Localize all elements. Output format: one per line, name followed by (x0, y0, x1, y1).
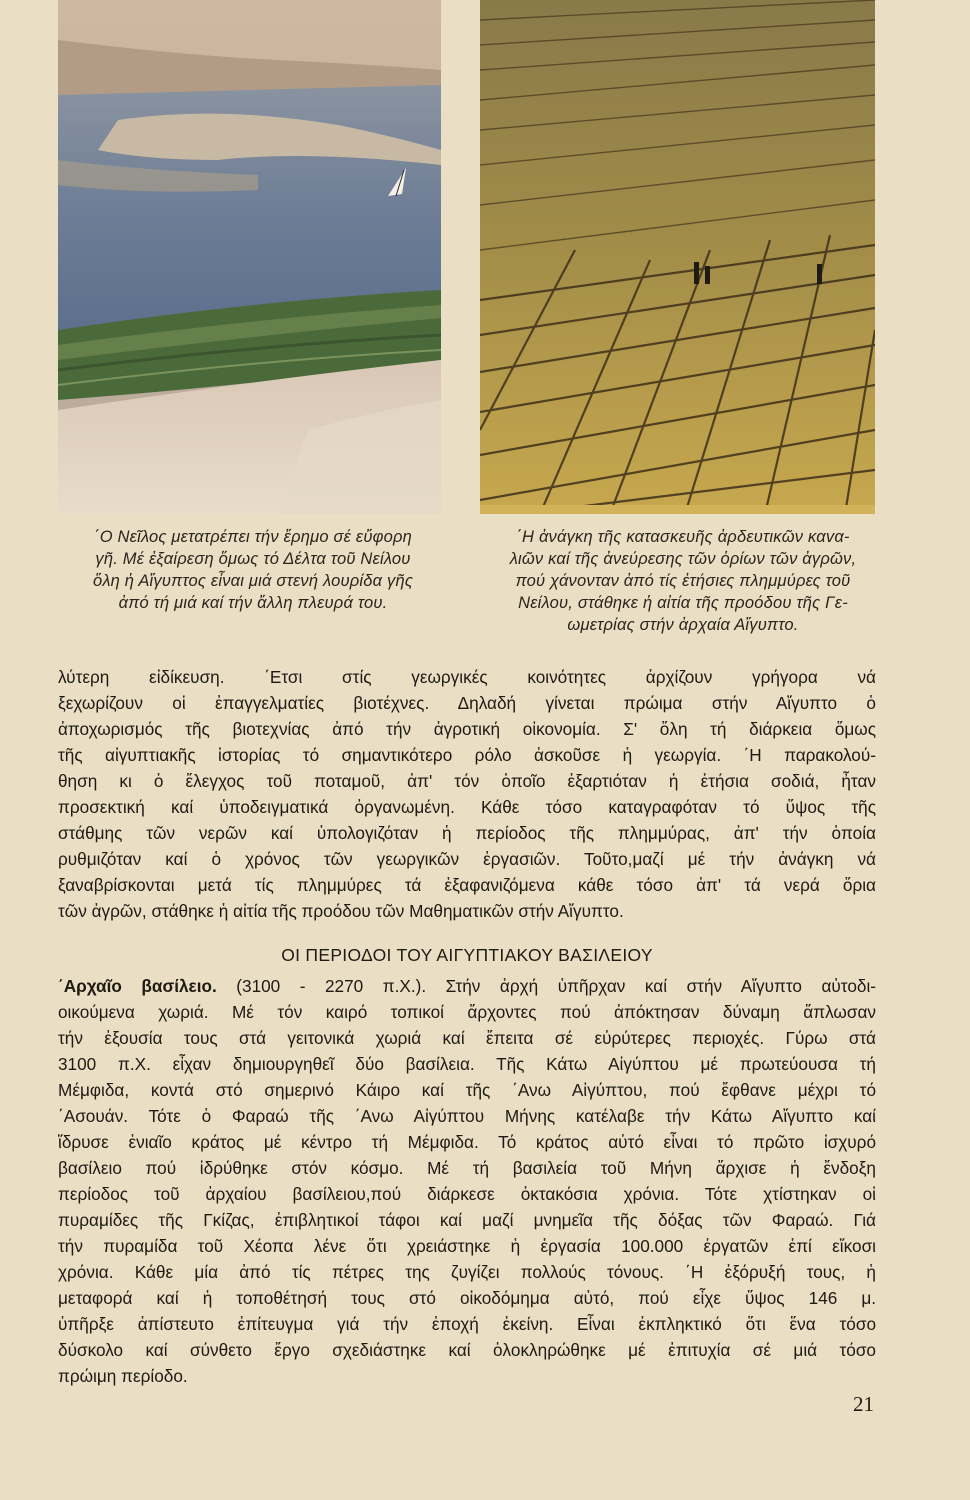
text-line: ἀποχωρισμός τῆς βιοτεχνίας ἀπό τήν ἀγροτική οἰκονομία. Σ' ὅλη τή διάρκεια ὅμως (58, 719, 876, 739)
text-line: πυραμίδες τῆς Γκίζας, ἐπιβλητικοί τάφοι καί μαζί μνημεῖα τῆς δόξας τῶν Φαραώ. Γιά (58, 1210, 876, 1230)
text-line: ξεχωρίζουν οἱ ἐπαγγελματίες βιοτέχνες. Δηλαδή γίνεται πρώιμα στήν Αἴγυπτο ὁ (58, 693, 876, 713)
text-line: ξαναβρίσκονται μετά τίς πλημμύρες τά ἐξαφανιζόμενα κάθε τόσο ἀπ' τά νερά ὅρια (58, 875, 876, 895)
text-line: τῶν ἀγρῶν, στάθηκε ἡ αἰτία τῆς προόδου τῶν Μαθηματικῶν στήν Αἴγυπτο. (58, 901, 624, 921)
left-photo-caption (58, 526, 448, 614)
caption-line: ωμετρίας στήν ἀρχαία Αἴγυπτο. (567, 616, 799, 634)
caption-line: ΄Ο Νεῖλος μετατρέπει τήν ἔρημο σέ εὔφορη (94, 528, 412, 546)
text-line: δύσκολο καί σύνθετο ἔργο σχεδιάστηκε καί ὁλοκληρώθηκε μέ ἐπιτυχία σέ μιά τόσο (58, 1340, 876, 1360)
text-line: ΄Ασουάν. Τότε ὁ Φαραώ τῆς ΄Ανω Αἰγύπτου Μήνης κατέλαβε τήν Κάτω Αἴγυπτο καί (58, 1106, 876, 1126)
text-span: (3100 - 2270 π.Χ.). Στήν ἀρχή ὑπῆρχαν καί στήν Αἴγυπτο αὐτοδι- (216, 976, 876, 996)
text-line: λύτερη εἰδίκευση. ΄Ετσι στίς γεωργικές κοινότητες ἀρχίζουν γρήγορα νά (58, 667, 876, 687)
text-line: βασίλειο πού ἱδρύθηκε στόν κόσμο. Μέ τή βασιλεία τοῦ Μήνη ἄρχισε ἡ ἔνδοξη (58, 1158, 876, 1178)
text-line: πρώιμη περίοδο. (58, 1366, 188, 1386)
text-line: ὑπῆρξε ἀπίστευτο ἐπίτευγμα γιά τήν ἐποχή ἐκείνη. Εἶναι ἐκπληκτικό ὅτι ἕνα τόσο (58, 1314, 876, 1334)
text-line: τῆς αἰγυπτιακῆς ἱστορίας τό σημαντικότερο ρόλο ἀσκοῦσε ἡ γεωργία. ΄Η παρακολού- (58, 745, 876, 765)
body-paragraph-1 (58, 664, 876, 924)
caption-line: πού χάνονταν ἀπό τίς ἐτήσιες πλημμύρες τοῦ (515, 572, 851, 590)
text-line: θηση κι ὁ ἔλεγχος τοῦ ποταμοῦ, ἀπ' τόν ὁποῖο ἐξαρτιόταν ἡ ἐτήσια σοδιά, ἦταν (58, 771, 876, 791)
irrigation-fields-icon (480, 0, 875, 514)
nile-photo (58, 0, 441, 514)
section-lead: ΄Αρχαῖο βασίλειο. (58, 976, 217, 996)
section-heading: ΟΙ ΠΕΡΙΟΔΟΙ ΤΟΥ ΑΙΓΥΠΤΙΑΚΟΥ ΒΑΣΙΛΕΙΟΥ (281, 945, 653, 965)
text-line: περίοδος τοῦ ἀρχαίου βασίλειου,πού διάρκεσε ὀκτακόσια χρόνια. Τότε χτίστηκαν οἱ (58, 1184, 876, 1204)
text-line: χρόνια. Κάθε μία ἀπό τίς πέτρες της ζυγίζει πολλούς τόνους. ΄Η ἐξόρυξή τους, ἡ (58, 1262, 876, 1282)
caption-line: Νείλου, στάθηκε ἡ αἰτία τῆς προόδου τῆς Γε- (518, 594, 848, 612)
text-line: Μέμφιδα, κοντά στό σημερινό Κάιρο καί τῆς ΄Ανω Αἰγύπτου, πού ἔφθανε μέχρι τό (58, 1080, 876, 1100)
text-line: στάθμης τῶν νερῶν καί ὑπολογιζόταν ἡ περίοδος τῆς πλημμύρας, ἀπ' τήν ὁποία (58, 823, 876, 843)
text-line: οικούμενα χωριά. Μέ τόν καιρό τοπικοί ἄρχοντες πού ἀπόκτησαν δύναμη ἅπλωσαν (58, 1002, 876, 1022)
text-line: ρυθμιζόταν καί ὁ χρόνος τῶν γεωργικῶν ἐργασιῶν. Τοῦτο,μαζί μέ τήν ἀνάγκη νά (58, 849, 876, 869)
nile-desert-river-icon (58, 0, 441, 514)
text-line: ἵδρυσε ἑνιαῖο κράτος μέ κέντρο τή Μέμφιδα. Τό κράτος αὐτό εἶναι τό πρῶτο ἰσχυρό (58, 1132, 876, 1152)
page-number: 21 (853, 1392, 874, 1416)
text-line: 3100 π.Χ. εἶχαν δημιουργηθεῖ δύο βασίλεια. Τῆς Κάτω Αἰγύπτου μέ πρωτεύουσα τή (58, 1054, 876, 1074)
caption-line: λιῶν καί τῆς ἀνεύρεσης τῶν ὁρίων τῶν ἀγρῶν, (509, 550, 857, 568)
text-line: τήν πυραμίδα τοῦ Χέοπα λένε ὅτι χρειάστηκε ἡ ἐργασία 100.000 ἐργατῶν ἐπί εἴκοσι (58, 1236, 876, 1256)
right-photo-caption (478, 526, 888, 636)
text-line: μεταφορά καί ἡ τοποθέτησή τους στό οἰκοδόμημα αὐτό, πού εἶχε ὕψος 146 μ. (58, 1288, 876, 1308)
fields-photo (480, 0, 875, 514)
caption-line: γῆ. Μέ ἐξαίρεση ὅμως τό Δέλτα τοῦ Νείλου (95, 550, 411, 568)
body-paragraph-2 (58, 973, 876, 1389)
caption-line: ΄Η ἀνάγκη τῆς κατασκευῆς ἀρδευτικῶν καvα- (516, 528, 850, 546)
text-line: τήν ἐξουσία τους στά γειτονικά χωριά καί ἔπειτα σέ εὐρύτερες περιοχές. Γύρω στά (58, 1028, 876, 1048)
text-line (58, 973, 876, 999)
caption-line: ὅλη ἡ Αἴγυπτος εἶναι μιά στενή λουρίδα γῆς (92, 572, 414, 590)
caption-line: ἀπό τή μιά καί τήν ἄλλη πλευρά του. (118, 594, 388, 612)
text-line: προσεκτική καί ὑποδειγματικά ὀργανωμένη. Κάθε τόσο καταγραφόταν τό ὕψος τῆς (58, 797, 876, 817)
